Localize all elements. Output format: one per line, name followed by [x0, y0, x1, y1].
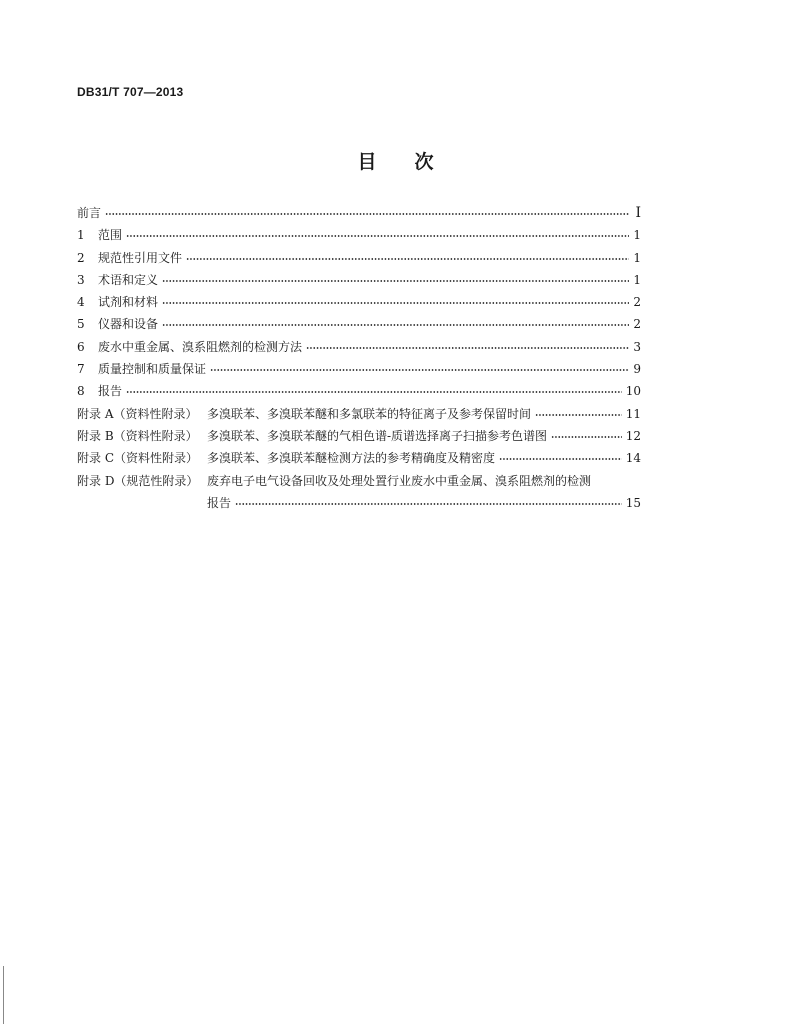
- toc-entry-1[interactable]: [77, 226, 641, 248]
- toc-entry-appendix-a[interactable]: [77, 405, 641, 427]
- dot-leader: [126, 383, 622, 395]
- dot-leader: [162, 316, 629, 328]
- toc-appendix-label: 附录 C（资料性附录）: [77, 451, 198, 466]
- toc-entry-title: 多溴联苯、多溴联苯醚的气相色谱-质谱选择离子扫描参考色谱图: [207, 428, 548, 443]
- document-code: DB31/T 707—2013: [77, 85, 184, 99]
- toc-entry-appendix-d[interactable]: [77, 472, 641, 494]
- toc-entry-title: 多溴联苯、多溴联苯醚检测方法的参考精确度及精密度: [207, 451, 496, 466]
- dot-leader: [235, 495, 622, 507]
- toc-entry-page: 1: [633, 228, 641, 243]
- toc-entry-appendix-b[interactable]: [77, 427, 641, 449]
- toc-entry-page: 12: [625, 428, 641, 443]
- dot-leader: [306, 339, 629, 351]
- dot-leader: [210, 361, 629, 373]
- dot-leader: [551, 428, 622, 440]
- toc-entry-title: 多溴联苯、多溴联苯醚和多氯联苯的特征离子及参考保留时间: [207, 406, 532, 421]
- toc-entry-page: 1: [633, 272, 641, 287]
- page-title: 目 次: [357, 151, 434, 173]
- toc-entry-number: 1: [77, 228, 85, 243]
- toc-entry-number: 6: [77, 339, 85, 354]
- toc-entry-number: 4: [77, 295, 85, 310]
- toc-entry-title: 废水中重金属、溴系阻燃剂的检测方法: [98, 339, 303, 354]
- toc-entry-page: I: [635, 205, 641, 221]
- toc-entry-page: 9: [633, 362, 641, 377]
- toc-entry-appendix-c[interactable]: [77, 449, 641, 471]
- toc-entry-title: 前言: [77, 206, 102, 220]
- toc-entry-number: 3: [77, 272, 85, 287]
- toc-entry-title: 试剂和材料: [98, 295, 159, 310]
- toc-entry-title: 废弃电子电气设备回收及处理处置行业废水中重金属、溴系阻燃剂的检测: [207, 473, 592, 488]
- toc-entry-4[interactable]: [77, 293, 641, 315]
- toc-entry-page: 14: [625, 451, 641, 466]
- toc-entry-7[interactable]: [77, 360, 641, 382]
- table-of-contents: [77, 204, 641, 514]
- dot-leader: [126, 227, 629, 239]
- toc-entry-title: 范围: [98, 228, 123, 243]
- toc-entry-8[interactable]: [77, 382, 641, 404]
- toc-entry-2[interactable]: [77, 249, 641, 271]
- toc-entry-page: 2: [633, 295, 641, 310]
- toc-entry-title: 报告: [98, 384, 123, 399]
- toc-entry-page: 1: [633, 250, 641, 265]
- dot-leader: [162, 272, 629, 284]
- toc-entry-title: 质量控制和质量保证: [98, 362, 207, 377]
- toc-appendix-label: 附录 B（资料性附录）: [77, 428, 198, 443]
- toc-entry-page: 10: [625, 384, 641, 399]
- toc-entry-number: 5: [77, 317, 85, 332]
- toc-appendix-label: 附录 A（资料性附录）: [77, 406, 198, 421]
- toc-entry-number: 7: [77, 362, 85, 377]
- toc-entry-page: 11: [625, 406, 641, 421]
- toc-entry-title: 术语和定义: [98, 272, 159, 287]
- dot-leader: [186, 250, 629, 262]
- dot-leader: [535, 406, 622, 418]
- dot-leader: [499, 450, 622, 462]
- toc-entry-foreword[interactable]: [77, 204, 641, 226]
- toc-entry-number: 2: [77, 250, 85, 265]
- toc-appendix-label: 附录 D（规范性附录）: [77, 473, 199, 488]
- toc-entry-5[interactable]: [77, 315, 641, 337]
- toc-entry-title: 规范性引用文件: [98, 250, 183, 265]
- toc-entry-6[interactable]: [77, 338, 641, 360]
- toc-entry-3[interactable]: [77, 271, 641, 293]
- toc-entry-page: 3: [633, 339, 641, 354]
- page-edge-line: [3, 966, 4, 1024]
- dot-leader: [105, 205, 629, 217]
- dot-leader: [162, 294, 629, 306]
- toc-entry-number: 8: [77, 384, 85, 399]
- toc-entry-title-continued: 报告: [207, 495, 232, 510]
- toc-entry-appendix-d-continued[interactable]: [77, 494, 641, 514]
- toc-entry-page: 15: [625, 495, 641, 510]
- toc-entry-title: 仪器和设备: [98, 317, 159, 332]
- toc-entry-page: 2: [633, 317, 641, 332]
